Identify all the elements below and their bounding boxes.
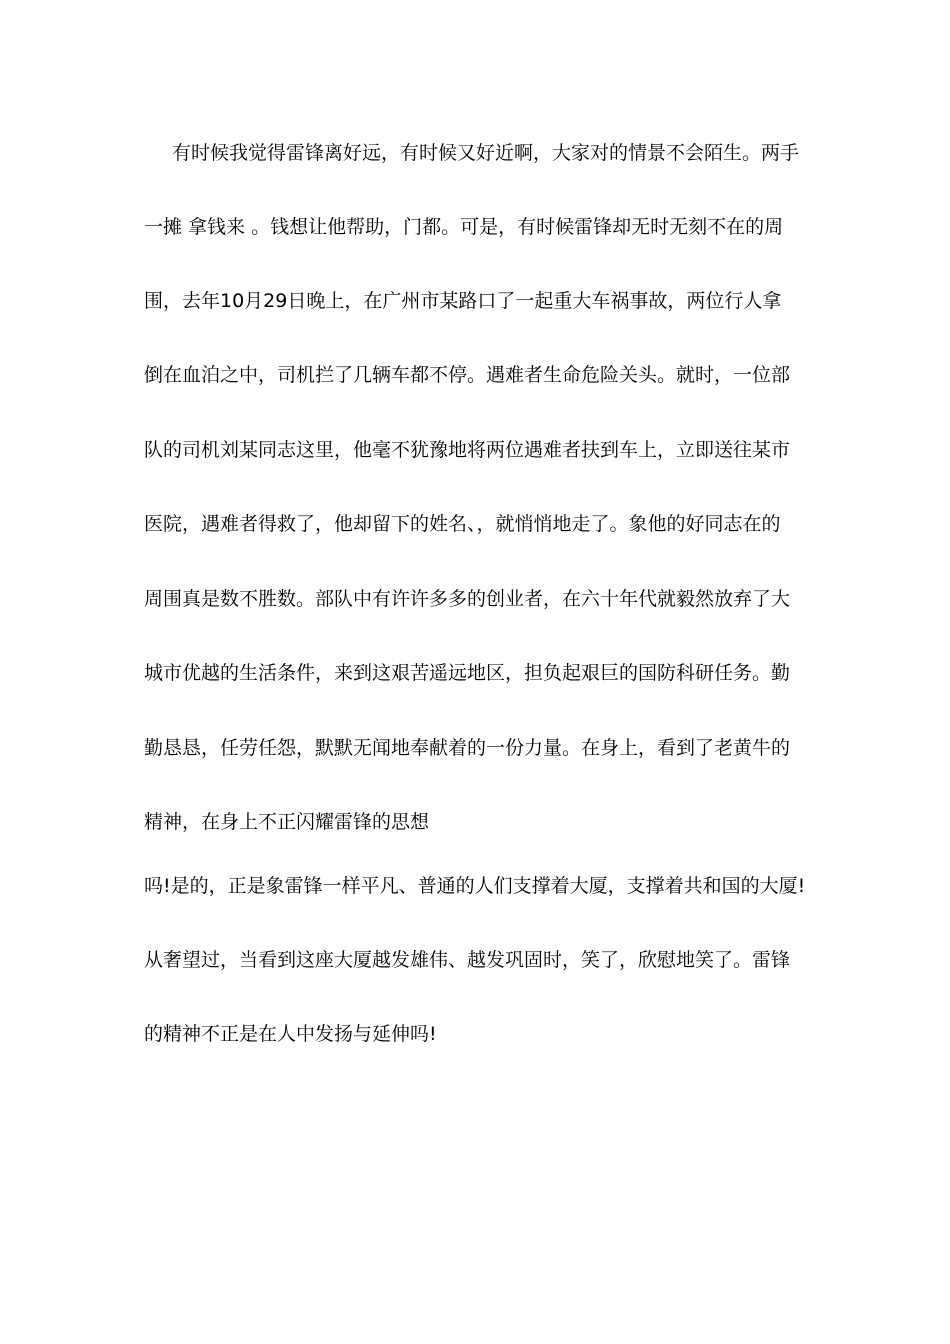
paragraph-line-5: 队的司机刘某同志这里，他毫不犹豫地将两位遇难者扶到车上，立即送往某市 xyxy=(144,439,791,461)
paragraph-line-1: 有时候我觉得雷锋离好远，有时候又好近啊，大家对的情景不会陌生。两手 xyxy=(172,142,800,164)
paragraph-line-4: 倒在血泊之中，司机拦了几辆车都不停。遇难者生命危险关头。就时，一位部 xyxy=(144,364,791,386)
paragraph-line-7: 周围真是数不胜数。部队中有许许多多的创业者，在六十年代就毅然放弃了大 xyxy=(144,588,791,610)
paragraph-line-12: 从奢望过，当看到这座大厦越发雄伟、越发巩固时，笑了，欣慰地笑了。雷锋 xyxy=(144,949,791,971)
paragraph-line-11: 吗!是的，正是象雷锋一样平凡、普通的人们支撑着大厦，支撑着共和国的大厦! xyxy=(144,875,806,897)
paragraph-line-10: 精神，在身上不正闪耀雷锋的思想 xyxy=(144,811,430,833)
paragraph-line-8: 城市优越的生活条件，来到这艰苦遥远地区，担负起艰巨的国防科研任务。勤 xyxy=(144,662,791,684)
paragraph-line-2: 一摊 拿钱来 。钱想让他帮助，门都。可是，有时候雷锋却无时无刻不在的周 xyxy=(144,216,784,238)
paragraph-line-3: 围，去年10月29日晚上，在广州市某路口了一起重大车祸事故，两位行人拿 xyxy=(144,290,782,312)
paragraph-line-9: 勤恳恳，任劳任怨，默默无闻地奉献着的一份力量。在身上，看到了老黄牛的 xyxy=(144,737,791,759)
paragraph-line-6: 医院，遇难者得救了，他却留下的姓名、，就悄悄地走了。象他的好同志在的 xyxy=(144,513,781,535)
paragraph-line-13: 的精神不正是在人中发扬与延伸吗! xyxy=(144,1023,437,1045)
